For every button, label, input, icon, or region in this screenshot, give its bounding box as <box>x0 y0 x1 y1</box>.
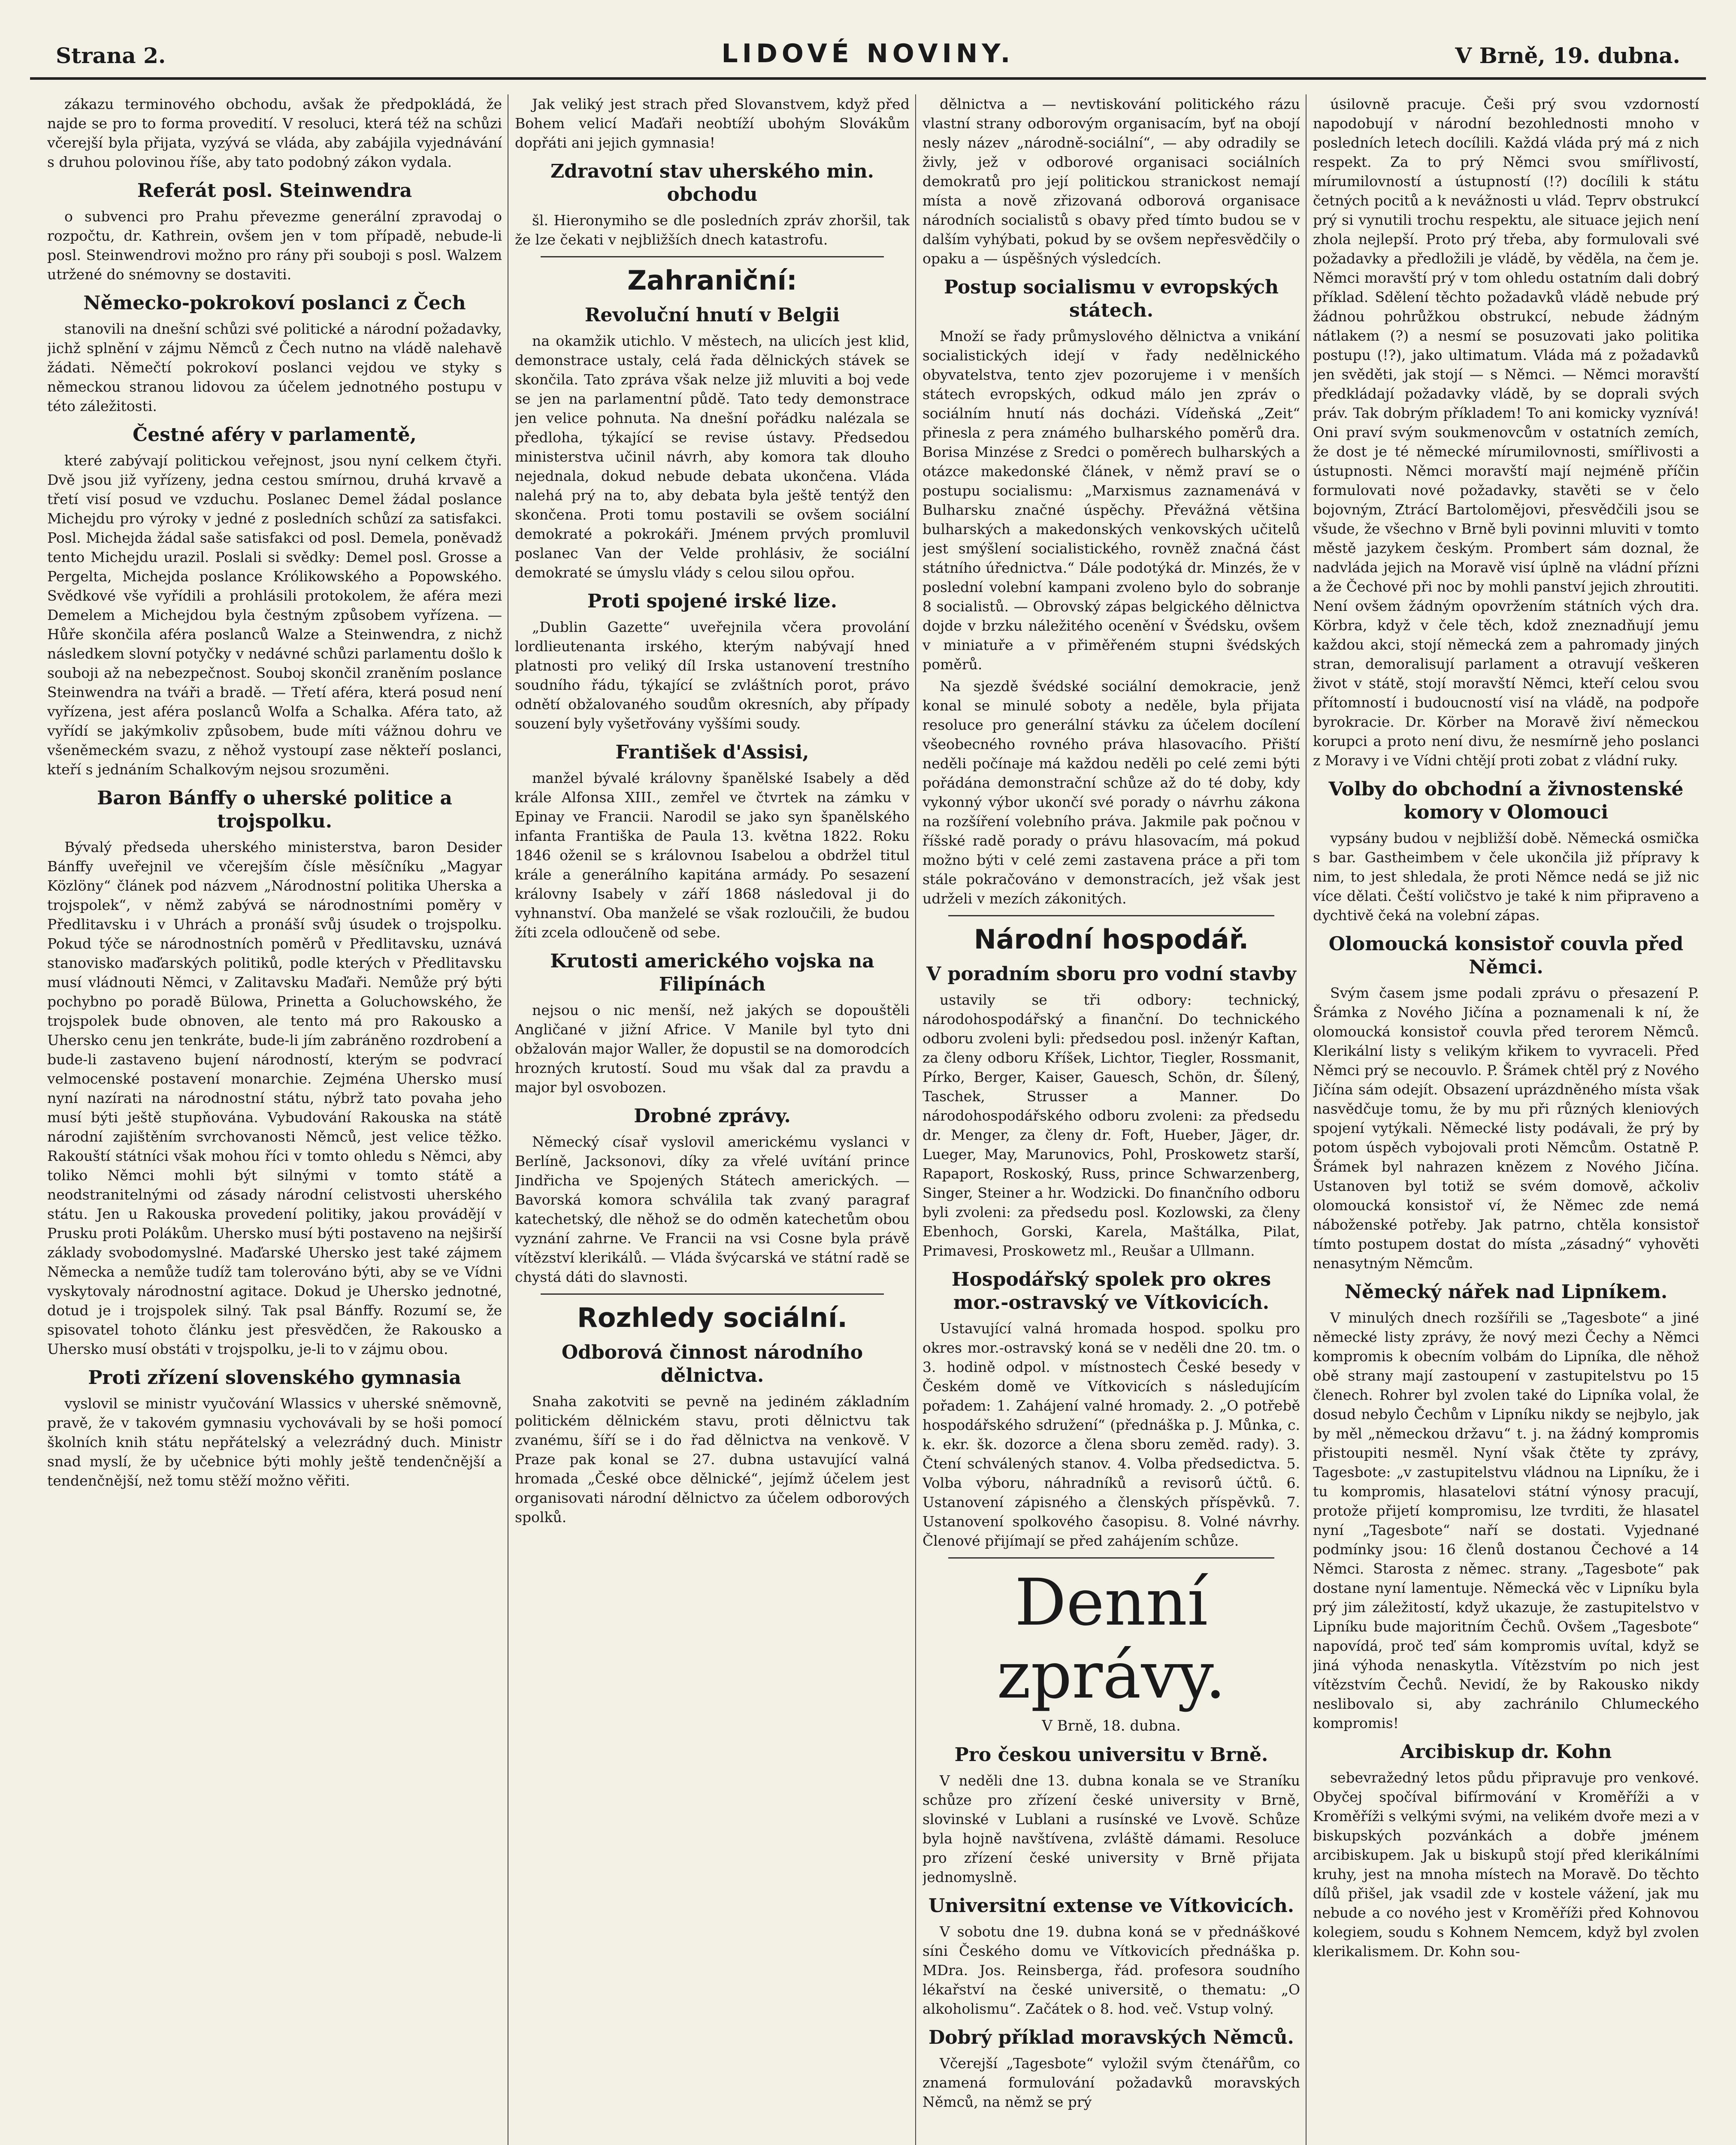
article-heading: Proti spojené irské lize. <box>587 590 838 612</box>
article-text: V neděli dne 13. dubna konala se ve Straníku schůze pro zřízení české university v Brně, slovinské v Lublani a rusínské ve Lvově. Schůze byla hojně navštívena, zvláště dámami. Resoluce pro zřízení české university v Brně přijata jednomyslně. <box>922 1772 1300 1885</box>
section-rule <box>541 1293 884 1295</box>
article-heading: Krutosti amerického vojska na Filipínách <box>550 950 874 995</box>
article-text: stanovili na dnešní schůzi své politické a národní požadavky, jichž splnění v zájmu Němců z Čech nutno na vládě nalehavě žádati. Němečtí pokrokoví poslanci vejdou ve styky s německou stranou lidovou za účelem jednotného postupu v této záležitosti. <box>47 320 502 414</box>
page-number: Strana 2. <box>56 43 166 68</box>
column-3 <box>922 94 1300 2145</box>
article-heading: Německý nářek nad Lipníkem. <box>1344 1281 1668 1303</box>
article-heading: Referát posl. Steinwendra <box>137 180 412 202</box>
section-title: Denní zprávy. <box>997 1565 1226 1713</box>
article-heading: Pro českou universitu v Brně. <box>954 1744 1268 1766</box>
article-text: vypsány budou v nejbližší době. Německá osmička s bar. Gastheimbem v čele ukončila již přípravy k nim, to jest shledala, že proti Němce nedá se již nic více dělati. Čeští voličstvo je také k nim připraveno a dychtivě čeká na volební zápas. <box>1313 830 1699 924</box>
article-text: Na sjezdě švédské sociální demokracie, jenž konal se minulé soboty a neděle, byla přijata resoluce pro generální stávku za účelem docílení všeobecného rovného práva hlasovacího. Přiští neděli počínaje má každou neděli po celé zemi býti pořádána demonstrační schůze až do té doby, kdy vykonný výbor ukončí své porady o návrhu zákona na rozšíření volebního práva. Jakmile pak počnou v říšské radě porady o právu hlasovacím, má pokud možno býti v celé zemi zastavena práce a při tom stále pokračováno v demonstracích, jež však jest udrželi v mezích zákonitých. <box>922 678 1300 907</box>
column-2 <box>515 94 910 2145</box>
article-heading: Německo-pokrokoví poslanci z Čech <box>83 292 466 314</box>
column-divider <box>915 94 916 2145</box>
article-text: ustavily se tři odbory: technický, národohospodářský a finanční. Do technického odboru zvoleni byli: předsedou posl. inženýr Kaftan, za členy odboru Kříšek, Lichtor, Tiegler, Rossmanit, Pírko, Berger, Kaiser, Gauesch, Schön, dr. Šílený, Taschek, Strusser a Manner. Do národohospodářského odboru zvoleni: za předsedu dr. Menger, za členy dr. Foft, Hueber, Jäger, dr. Lueger, May, Marunovics, Pohl, Proskowetz starší, Rapaport, Roskoský, Russ, prince Schwarzenberg, Singer, Steiner a hr. Wodzicki. Do finančního odboru byli zvoleni: za předsedu posl. Kozlowski, za členy Ebenhoch, Gorski, Karela, Maštálka, Pilat, Primavesi, Proskowetz ml., Reušar a Ullmann. <box>922 991 1300 1259</box>
article-heading: Baron Bánffy o uherské politice a trojspolku. <box>97 787 452 832</box>
article-heading: Olomoucká konsistoř couvla před Němci. <box>1328 933 1684 978</box>
article-text: manžel bývalé královny španělské Isabely a děd krále Alfonsa XIII., zemřel ve čtvrtek na zámku v Epinay ve Francii. Narodil se jako syn španělského infanta Františka de Paula 13. května 1822. Roku 1846 oženil se s královnou Isabelou a obdržel titul krále a generálního kapitána armády. Po sesazení královny Isabely v září 1868 následoval ji do vyhnanství. Oba manželé se však rozloučili, že budou žíti zcela odloučeně od sebe. <box>515 770 910 941</box>
article-text: šl. Hieronymiho se dle posledních zpráv zhoršil, tak že lze čekati v nejbližších dnech katastrofu. <box>515 212 910 248</box>
article-text: Svým časem jsme podali zprávu o přesazení P. Šrámka z Nového Jičína a poznamenali k ní, že olomoucká konsistoř couvla před terorem Němců. Klerikální listy s velikým křikem to vyvraceli. Před Němci prý se necouvlo. P. Šrámek chtěl prý z Nového Jičína sám odejít. Obsazení uprázdněného místa však nasvědčuje tomu, že by mu při různých kleniových spojení vytýkali. Německé listy podávali, že prý by potom úspěch vybojovali proti Němcům. Ostatně P. Šrámek byl nahrazen knězem z Nového Jičína. Ustanoven byl totiž se svém domově, ačkoliv olomoucká konsistoř ví, že Němec zde nemá náboženské potřeby. Jak patrno, chtěla konsistoř tímto postupem dostat do místa „zásadný“ vyhověti nenasytným Němcům. <box>1313 985 1699 1272</box>
section-rule <box>541 256 884 257</box>
article-heading: Dobrý příklad moravských Němců. <box>928 2027 1294 2048</box>
article-text: které zabývají politickou veřejnost, jsou nyní celkem čtyři. Dvě jsou již vyřízeny, jedna cestou smírnou, druhá krvavě a třetí visí posud ve vzduchu. Poslanec Demel žádal poslance Michejdu pro výroky v jedné z posledních schůzí za satisfakci. Posl. Michejda žádal saše satisfakci od posl. Demela, poněvadž tento Michejdu urazil. Poslali si svědky: Demel posl. Grosse a Pergelta, Michejda poslance Królikowského a Popowského. Svědkové vše vyřídili a prohlásili protokolem, že aféra mezi Demelem a Michejdou byla čestným způsobem vyřízena. — Hůře skončila aféra poslanců Walze a Steinwendra, z nichž následkem slovní potyčky v nedávné schůzi parlamentu došlo k souboji až na nebezpečnost. Souboj skončil zraněním poslance Steinwendra na tváři a bradě. — Třetí aféra, která posud není vyřízena, jest aféra poslanců Wolfa a Schalka. Aféra tato, až vyřídí se jakýmkoliv způsobem, bude míti vážnou dohru ve všeněmeckém svazu, z něhož vystoupí zase někteří poslanci, kteří s jednáním Schalkovým nejsou srozuměni. <box>47 452 502 778</box>
section-title: Zahraniční: <box>627 265 797 296</box>
article-text: na okamžik utichlo. V městech, na ulicích jest klid, demonstrace ustaly, celá řada dělnických stávek se skončila. Tato zpráva však nelze již mluviti a boj vede se jen na parlamentní půdě. Tato tedy demonstrace jen velice pohnuta. Na dnešní pořádku nalézala se předloha, týkající se revise ústavy. Předsedou ministerstva učinil návrh, aby komora tak dlouho nejednala, dokud nebude debata ukončena. Vláda nalehá prý na to, aby debata byla ještě tentýž den skončena. Proti tomu postavili se ovšem sociální demokraté a pokrokáři. Jménem prvých promluvil poslanec Van der Velde prohlásiv, že sociální demokraté se úmyslu vlády s celou silou opřou. <box>515 332 910 581</box>
article-heading: František d'Assisi, <box>615 741 809 763</box>
column-4 <box>1313 94 1699 2145</box>
article-heading: Postup socialismu v evropských státech. <box>944 276 1279 321</box>
article-text: Množí se řady průmyslového dělnictva a vnikání socialistických idejí v řady nedělnického obyvatelstva, tento zjev pozorujeme i v menších státech evropských, odkud málo jen zpráv o sociálním hnutí nás docházi. Vídeňská „Zeit“ přinesla z pera známého bulharského poměrů dra. Borisa Minzése z Sredci o poměrech bulharských a otázce makedonské článek, v němž praví se o postupu socialismu: „Marxismus zaznamenává v Bulharsku značné úspěchy. Převážná většina bulharských a makedonských venkovských učitelů jest smýšlení socialistického, rovněž značná část státního úřednictva.“ Dále podotýká dr. Minzés, že v poslední volební kampani zvoleno bylo do sobranje 8 socialistů. — Obrovský zápas belgického dělnictva dojde v brzku náležitého ocenění v Švédsku, ovšem v miniatuře a v přiměřeném stupni švédských poměrů. <box>922 328 1300 673</box>
page-header <box>30 26 1706 80</box>
article-text: Bývalý předseda uherského ministerstva, baron Desider Bánffy uveřejnil ve včerejším čísle měsíčníku „Magyar Közlöny“ článek pod názvem „Národnostní politika Uherska a trojspolek“, v němž zabývá se národnostními poměry v Předlitavsku i v Uhrách a pronáší svůj úsudek o trojspolku. Pokud týče se národnostních poměrů v Předlitavsku, uznává stanovisko maďarských politiků, podle kterých v Předlitavsku musí vládnouti Němci, v Zalitavsku Maďaři. Nemůže prý býti pochybno po poradě Bülowa, Prinetta a Goluchowského, že trojspolek bude obnoven, ale tento má pro Rakousko a Uhersko cenu jen tenkráte, bude-li jím zabráněno rozdrobení a bude-li zastaveno bujení národností, kterým se podvrací velmocenské postavení monarchie. Zejména Uhersko musí nyní nazírati na národnostní státu, nýbrž tato povaha jeho musí býti ještě stupňována. Vybudování Rakouska na státě národní zajištěním svrchovanosti Němců, jest velice těžko. Rakouští státníci však mohou říci v tomto ohledu s Němci, aby toliko Němci mohli být silnými v tomto státě a neodstranitelnými od zásady národní celistvosti uherského státu. Jen u Rakouska provedení politiky, jakou provádějí v Prusku proti Polákům. Uhersko musí býti postaveno na nejširší základy svobodomyslné. Maďarské Uhersko jest také zájmem Německa a nemůže tudíž tam tolerováno býti, aby se ve Vídni vyskytovaly národnostní agitace. Dokud je Uhersko jednotné, dotud je i trojspolek silný. Tak psal Bánffy. Rozumí se, že spisovatel tohoto článku jest přesvědčen, že Rakousko a Uhersko musí obstáti v trojspolku, je-li to v zájmu obou. <box>47 839 502 1357</box>
article-text: o subvenci pro Prahu převezme generální zpravodaj o rozpočtu, dr. Kathrein, ovšem jen v tom případě, nebude-li posl. Steinwendrovi možno pro rány při souboji s posl. Walzem utržené do snémovny se dostaviti. <box>47 208 502 283</box>
article-heading: Zdravotní stav uherského min. obchodu <box>550 160 874 205</box>
issue-date: V Brně, 19. dubna. <box>1455 43 1680 68</box>
article-text: „Dublin Gazette“ uveřejnila včera provolání lordlieutenanta irského, kterým nabývají hned platnosti pro veliký díl Irska ustanovení trestního soudního řádu, týkající se zvláštních porot, právo odnětí obžalovaného soudům okresních, aby případy souzení byly vyšetřovány vyššími soudy. <box>515 619 910 732</box>
article-text: V minulých dnech rozšířili se „Tagesbote“ a jiné německé listy zprávy, že nový mezi Čechy a Němci kompromis k obecním volbám do Lipníka, dle něhož obě strany mají zastoupení v zastupitelstvu po 15 členech. Rohrer byl zvolen také do Lipníka volal, že dosud nebylo Čechům v Lipníku nikdy se nejbylo, jak by měl „německou državu“ t. j. na žádný kompromis přistoupiti nesměl. Nyní však čtěte ty zprávy, Tagesbote: „v zastupitelstvu vládnou na Lipníku, že i tu kompromis, hlasatelovi státní výnosy pracují, protože přijetí kompromisu, lze tvrditi, že hlasatel nyní „Tagesbote“ naří se dostati. Vyjednané podmínky jsou: 16 členů dostanou Čechové a 14 Němci. Starosta z němec. strany. „Tagesbote“ pak dostane nyní lamentuje. Německá věc v Lipníku byla prý jim záležitostí, když ukazuje, že zastupitelstvo v Lipníku bude majoritním Čechů. Ovšem „Tagesbote“ napovídá, proč teď sám kompromis uvítal, když se jiná výhoda nenaskytla. Vítězstvím po nich jest vítězstvím Čechů. Nevidí, že by Rakousko nikdy neslibovalo si, aby zachránilo Chlumeckého kompromis! <box>1313 1309 1699 1731</box>
section-rule <box>948 1557 1274 1559</box>
article-text: Včerejší „Tagesbote“ vyložil svým čtenářům, co znamená formulování požadavků moravských Němců, na němž se prý <box>922 2055 1300 2110</box>
article-text: dělnictva a — nevtiskování politického rázu vlastní strany odborovým organisacím, byť na obojí nesly název „národně-sociální“, — aby odradily se živly, jež v odborové organisaci sociálních demokratů pro její politickou stranickost nemají místa a nově zřizovaná odborová organisace národních socialistů s obavy před tímto budou se v dalším vyhýbati, pokud by se ovšem nepřesvědčily o opaku a — úspěšných výsledcích. <box>922 96 1300 267</box>
article-text: V sobotu dne 19. dubna koná se v přednáškové síni Českého domu ve Vítkovicích přednáška p. MDra. Jos. Reinsberga, řád. profesora soudního lékařství na české universitě, o thematu: „O alkoholismu“. Začátek o 8. hod. več. Vstup volný. <box>922 1923 1300 2017</box>
section-rule <box>948 915 1274 916</box>
article-text: Jak veliký jest strach před Slovanstvem, když před Bohem velicí Maďaři neobtíží ubohým Slovákům dopřáti ani jejich gymnasia! <box>515 96 910 151</box>
article-text: vyslovil se ministr vyučování Wlassics v uherské sněmovně, pravě, že v takovém gymnasiu vychovávali by se hoši pomocí školních knih státu nepřátelský a velezrádný duch. Ministr snad myslí, že by učebnice býti mohly ještě tendenčnější a tendenčnější, než tomu stěží možno věřiti. <box>47 1395 502 1489</box>
newspaper-title: LIDOVÉ NOVINY. <box>721 39 1015 69</box>
article-heading: Universitní extense ve Vítkovicích. <box>928 1895 1294 1917</box>
article-heading: V poradním sboru pro vodní stavby <box>926 963 1296 985</box>
article-text: sebevražedný letos půdu připravuje pro venkové. Obyčej spočíval bifírmování v Kroměříži a v Kroměříži s velkými svými, na velikém dvoře mezi a v biskupských pozvánkách a dobře jménem arcibiskupem. Jak u biskupů stojí před klerikálními kruhy, jest na mnoha místech na Moravě. Do těchto dílů přišel, jak vsadil zde v kostele vážení, jak mu nebude a co nového jest v Kroměříži před Kohnovou kolegiem, soudu s Kohnem Nemcem, když byl zvolen klerikalismem. Dr. Kohn sou- <box>1313 1769 1699 1960</box>
article-heading: Revoluční hnutí v Belgii <box>584 304 840 326</box>
article-text: nejsou o nic menší, než jakých se dopouštěli Angličané v jižní Africe. V Manile byl tyto dni obžalován major Waller, že dopustil se na domorodcích hrozných krutostí. Soud mu však dal za pravdu a major byl osvobozen. <box>515 1002 910 1096</box>
column-divider <box>1306 94 1307 2145</box>
article-text: Německý císař vyslovil americkému vyslanci v Berlíně, Jacksonovi, díky za vřelé uvítání prince Jindřicha ve Spojených Státech amerických. — Bavorská komora schválila tak zvaný paragraf katechetský, dle něhož se do odměn katechetům obou vyznání zahrne. Ve Francii na vsi Cosne byla právě vítězství klerikálů. — Vláda švýcarská ve státní radě se chystá dáti do slavnosti. <box>515 1133 910 1285</box>
article-heading: Proti zřízení slovenského gymnasia <box>88 1367 461 1389</box>
article-heading: Drobné zprávy. <box>634 1105 791 1127</box>
section-title: Rozhledy sociální. <box>577 1302 847 1333</box>
dateline: V Brně, 18. dubna. <box>1042 1717 1181 1734</box>
article-text: úsilovně pracuje. Češi prý svou vzdorností napodobují v národní bezohlednosti mnoho v posledních letech docílili. Každá vláda prý má z nich respekt. Za to prý Němci svou smířlivostí, mírumilovností a ústupností (!?) docílili k státu četných pocitů a k nevážnosti u vlád. Teprv obstrukcí prý si vynutili trochu respektu, ale situace jejich není zhola nejlepší. Proto prý třeba, aby formulovali své požadavky a předložili je vládě, by věděla, na čem je. Němci moravští prý v tom ohledu ostatním dali dobrý příklad. Sdělení těchto požadavků vládě nebude prý žádnou pohrůžkou obstrukcí, nebude žádným nátlakem (?) a nesmí se posuzovati jako politika postupu (!?), jako ultimatum. Vláda má z požadavků jen svěděti, jak stojí — s Němci. — Němci moravští předkládají požadavky vládě, by se doprali svých práv. Tak dobrým příkladem! To ani komicky vyznívá! Oni praví svým soukmenovcům v ostatních zemích, že dost je té německé mírumilovnosti, smířlivosti a ústupnosti. Němci moravští mají nejméně příčin formulovati nové požadavky, stavěti se v čelo bojovným, Ztrácí Bartolomějovi, přesvědčili jsou se všude, že všechno v Brně byli povinni mluviti v tomto městě jazykem českým. Prombert sám doznal, že nadvláda jejich na Moravě visí úplně na vládní přízni a že Čechové při noc by mohli panství jejich zhroutiti. Není ovšem žádným opovržením státních vých dra. Körbra, když v čele těch, kdož zneznadňují jemu každou akci, stojí německá zem a pahromady jiných stran, demoralisují parlament a otravují veškeren život v státě, stojí moravští Němci, kteří celou svou přítomností i budoucností visí na vládě, na podpoře byrokracie. Dr. Körber na Moravě živí německou korupci a proto není divu, že nesmírně jeho poslanci z Moravy i ve Vídni chtějí proti zobat z vládní ruky. <box>1313 96 1699 769</box>
article-text: zákazu terminového obchodu, avšak že předpokládá, že najde se pro to forma provedití. V resoluci, která též na schůzi včerejší byla přijata, vyzývá se vláda, aby zabájila vyjednávání s druhou polovinou říše, aby tato podobný zákon vydala. <box>47 96 502 170</box>
article-heading: Odborová činnost národního dělnictva. <box>561 1341 863 1387</box>
article-heading: Arcibiskup dr. Kohn <box>1400 1741 1612 1763</box>
section-title: Národní hospodář. <box>974 924 1249 955</box>
article-text: Ustavující valná hromada hospod. spolku pro okres mor.-ostravský koná se v neděli dne 20. tm. o 3. hodině odpol. v místnostech České besedy v Českém domě ve Vítkovicích s následujícím pořadem: 1. Zahájení valné hromady. 2. „O potřebě hospodářského sdružení“ (přednáška p. J. Můnka, c. k. ekr. šk. dozorce a člena sboru zeměd. rady). 3. Čtení schválených stanov. 4. Volba předsedictva. 5. Volba výboru, náhradníků a revisorů účtů. 6. Ustanovení zápisného a členských příspěvků. 7. Ustanovení spolkového časopisu. 8. Volné návrhy. Členové přijímají se před zahájením schůze. <box>922 1320 1300 1549</box>
article-heading: Hospodářský spolek pro okres mor.-ostravský ve Vítkovicích. <box>951 1269 1271 1314</box>
newspaper-page <box>30 26 1706 2145</box>
column-1 <box>47 94 502 2145</box>
article-text: Snaha zakotviti se pevně na jediném základním politickém dělnickém stavu, proti dělnictvu tak zvanému, šíří se i do řad dělnictva na venkově. V Praze pak konal se 27. dubna ustavující valná hromada „České obce dělnické“, jejímž účelem jest organisovati národní dělnictvo za účelem odborových spolků. <box>515 1393 910 1526</box>
article-heading: Čestné aféry v parlamentě, <box>133 424 417 446</box>
article-heading: Volby do obchodní a živnostenské komory v Olomouci <box>1328 778 1684 823</box>
